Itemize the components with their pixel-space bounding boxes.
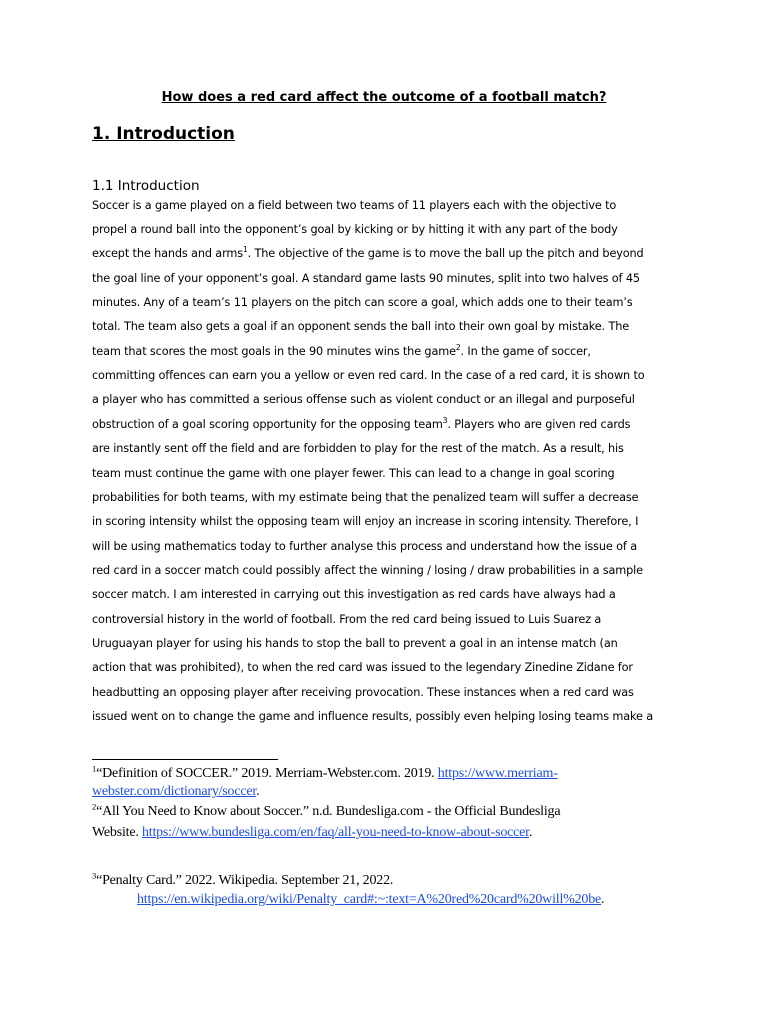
footnote-3: $^3$“Penalty Card.” 2022. Wikipedia. September 21, 2022. [92, 870, 394, 888]
footnote-2: $^2$“All You Need to Know about Soccer.” n.d. Bundesliga.com - the Official Bundesliga [92, 801, 561, 819]
footnote-number: 1 [92, 763, 97, 774]
paragraph-line: except the hands and arms$^1$. The objective of the game is to move the ball up the pitch and beyond [92, 245, 644, 260]
paragraph-line: obstruction of a goal scoring opportunity for the opposing team$^3$. Players who are given red cards [92, 416, 631, 431]
paragraph-line: propel a round ball into the opponent’s goal by kicking or by hitting it with any part of the body [92, 223, 618, 236]
paragraph-line: Soccer is a game played on a field between two teams of 11 players each with the objective to [92, 199, 617, 212]
section-heading: 1. Introduction [92, 124, 235, 144]
paragraph-line: total. The team also gets a goal if an opponent sends the ball into their own goal by mistake. The [92, 320, 629, 333]
footnote-link[interactable]: https://en.wikipedia.org/wiki/Penalty_card#:~:text=A%20red%20card%20will%20be [137, 892, 602, 907]
paragraph-line: controversial history in the world of football. From the red card being issued to Luis Suarez a [92, 613, 602, 626]
document-title: How does a red card affect the outcome of a football match? [161, 90, 607, 105]
paragraph-line: headbutting an opposing player after receiving provocation. These instances when a red card was [92, 686, 634, 699]
paragraph-line: committing offences can earn you a yellow or even red card. In the case of a red card, it is shown to [92, 369, 645, 382]
paragraph-line: action that was prohibited), to when the red card was issued to the legendary Zinedine Zidane for [92, 661, 633, 674]
paragraph-line: will be using mathematics today to further analyse this process and understand how the issue of a [92, 540, 637, 553]
footnote-link[interactable]: webster.com/dictionary/soccer [92, 784, 257, 799]
paragraph-line: are instantly sent off the field and are forbidden to play for the rest of the match. As a result, his [92, 442, 624, 455]
footnote-ref: 1 [242, 245, 248, 255]
paragraph-line: in scoring intensity whilst the opposing team will enjoy an increase in scoring intensity. Therefore, I [92, 515, 639, 528]
paragraph-line: probabilities for both teams, with my estimate being that the penalized team will suffer a decrease [92, 491, 639, 504]
paragraph-line: team must continue the game with one player fewer. This can lead to a change in goal scoring [92, 467, 615, 480]
footnote-ref: 3 [442, 416, 448, 426]
paragraph-line: soccer match. I am interested in carrying out this investigation as red cards have always had a [92, 588, 616, 601]
footnote-1-cont: webster.com/dictionary/soccer. [92, 784, 260, 799]
subsection-heading: 1.1 Introduction [92, 178, 200, 194]
footnote-1: $^1$“Definition of SOCCER.” 2019. Merriam-Webster.com. 2019. https://www.merriam- [92, 763, 558, 781]
paragraph-line: Uruguayan player for using his hands to stop the ball to prevent a goal in an intense match (an [92, 637, 618, 650]
footnote-link[interactable]: https://www.merriam- [437, 766, 558, 781]
footnote-number: 3 [92, 870, 97, 881]
footnote-separator [92, 759, 278, 760]
paragraph-line: red card in a soccer match could possibly affect the winning / losing / draw probabilities in a sample [92, 564, 643, 577]
paragraph-line: minutes. Any of a team’s 11 players on the pitch can score a goal, which adds one to their team’s [92, 296, 633, 309]
footnote-ref: 2 [455, 343, 461, 353]
paragraph-line: team that scores the most goals in the 90 minutes wins the game$^2$. In the game of soccer, [92, 343, 591, 358]
paragraph-line: a player who has committed a serious offense such as violent conduct or an illegal and purposeful [92, 393, 635, 406]
paragraph-line: issued went on to change the game and influence results, possibly even helping losing teams make a [92, 710, 653, 723]
footnote-link[interactable]: https://www.bundesliga.com/en/faq/all-you-need-to-know-about-soccer [141, 825, 529, 840]
footnote-2-cont: Website. https://www.bundesliga.com/en/faq/all-you-need-to-know-about-soccer. [92, 825, 533, 840]
paragraph-line: the goal line of your opponent’s goal. A standard game lasts 90 minutes, split into two halves of 45 [92, 272, 640, 285]
footnote-3-cont: https://en.wikipedia.org/wiki/Penalty_card#:~:text=A%20red%20card%20will%20be. [137, 892, 605, 907]
footnote-number: 2 [92, 801, 97, 812]
